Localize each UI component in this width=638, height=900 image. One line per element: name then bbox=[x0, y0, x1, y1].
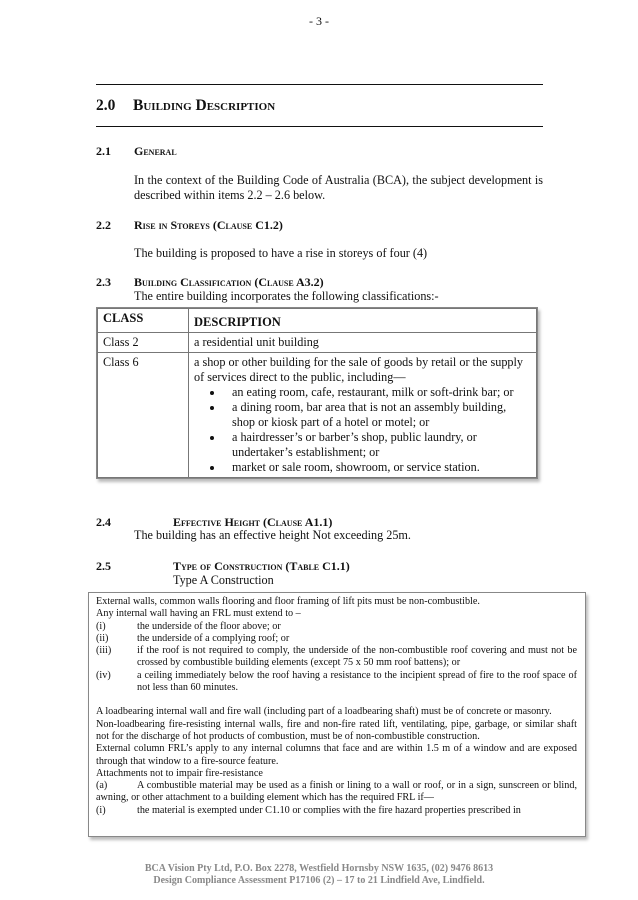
list-label: (ii) bbox=[96, 632, 109, 644]
description-header: DESCRIPTION bbox=[189, 309, 537, 333]
class-header: CLASS bbox=[98, 309, 189, 333]
s24-number: 2.4 bbox=[96, 515, 111, 529]
list-text: the underside of a complying roof; or bbox=[137, 632, 290, 644]
heading-rule-bottom bbox=[96, 126, 543, 127]
section-heading-title: Building Description bbox=[133, 97, 276, 114]
list-item: • a dining room, bar area that is not an assembly building, shop or kiosk part of a hotel or motel; or bbox=[224, 400, 531, 430]
s21-text: In the context of the Building Code of Australia (BCA), the subject development is described within items 2.2 – 2.6 below. bbox=[134, 173, 543, 202]
box-paragraph: Non-loadbearing fire-resisting internal walls, fire and non-fire rated lift, ventilating, pipe, garbage, or similar shaft not for the discharge of hot products of combustion, must be of non-combustible construction. bbox=[96, 718, 577, 742]
heading-rule-top bbox=[96, 84, 543, 85]
table-header-row bbox=[98, 309, 537, 333]
s21-number: 2.1 bbox=[96, 144, 111, 158]
class-cell: Class 6 bbox=[98, 353, 189, 478]
clause-text: A combustible material may be used as a finish or lining to a wall or roof, or in a sign, sunscreen or blind, awning, or other attachment to a building element which has the required FRL if— bbox=[96, 780, 577, 804]
s23-title: Building Classification (Clause A3.2) bbox=[134, 275, 324, 289]
footer-line-1: BCA Vision Pty Ltd, P.O. Box 2278, Westfield Hornsby NSW 1635, (02) 9476 8613 bbox=[144, 863, 494, 874]
footer-line-2: Design Compliance Assessment P17106 (2) – 17 to 21 Lindfield Ave, Lindfield. bbox=[153, 875, 485, 886]
box-paragraph: A loadbearing internal wall and fire wall (including part of a loadbearing shaft) must be of concrete or masonry. bbox=[96, 706, 552, 718]
list-label: (iv) bbox=[96, 669, 111, 681]
construction-requirements-box bbox=[88, 592, 586, 837]
list-item bbox=[96, 633, 577, 645]
list-text: the material is exempted under C1.10 or complies with the fire hazard properties prescribed in bbox=[137, 804, 521, 816]
box-paragraph: Any internal wall having an FRL must extend to – bbox=[96, 608, 301, 620]
s22-number: 2.2 bbox=[96, 218, 111, 232]
list-item: • market or sale room, showroom, or service station. bbox=[224, 460, 531, 475]
list-text: a ceiling immediately below the roof having a resistance to the incipient spread of fire to the roof space of not less than 60 minutes. bbox=[137, 669, 577, 694]
s24-text: The building has an effective height Not exceeding 25m. bbox=[134, 528, 411, 542]
list-text: the underside of the floor above; or bbox=[137, 620, 281, 632]
description-intro: a shop or other building for the sale of goods by retail or the supply of services direct to the public, including— bbox=[194, 355, 523, 384]
list-item: • a hairdresser’s or barber’s shop, public laundry, or undertaker’s establishment; or bbox=[224, 430, 531, 460]
box-clause-a bbox=[96, 780, 577, 805]
s24-title: Effective Height (Clause A1.1) bbox=[173, 515, 333, 529]
box-paragraph: External walls, common walls flooring and floor framing of lift pits must be non-combustible. bbox=[96, 596, 480, 607]
list-item bbox=[96, 805, 577, 817]
classification-table bbox=[96, 307, 538, 479]
section-heading bbox=[96, 97, 276, 115]
list-label: (iii) bbox=[96, 645, 112, 657]
page-number: - 3 - bbox=[309, 14, 329, 28]
section-heading-number: 2.0 bbox=[96, 97, 116, 114]
box-paragraph: External column FRL’s apply to any internal columns that face and are within 1.5 m of a window and are exposed through that window to a fire-source feature. bbox=[96, 743, 577, 767]
s23-number: 2.3 bbox=[96, 275, 111, 289]
list-label: (i) bbox=[96, 804, 106, 816]
page-footer bbox=[0, 863, 638, 887]
s23-text: The entire building incorporates the following classifications:- bbox=[134, 289, 439, 303]
list-item bbox=[96, 670, 577, 695]
list-item bbox=[96, 645, 577, 670]
list-text: if the roof is not required to comply, the underside of the non-combustible roof covering and must not be crossed by combustible building elements (except 75 x 50 mm roof battens); or bbox=[137, 645, 577, 669]
table-row bbox=[98, 353, 537, 478]
s25-text: Type A Construction bbox=[173, 573, 274, 587]
list-label: (i) bbox=[96, 620, 106, 632]
s25-title: Type of Construction (Table C1.1) bbox=[173, 559, 350, 573]
s22-text: The building is proposed to have a rise in storeys of four (4) bbox=[134, 246, 428, 260]
s25-number: 2.5 bbox=[96, 559, 111, 573]
box-paragraph: Attachments not to impair fire-resistance bbox=[96, 767, 263, 779]
use-list bbox=[194, 385, 531, 475]
table-row bbox=[98, 333, 537, 353]
description-cell: a residential unit building bbox=[189, 333, 537, 353]
clause-label: (a) bbox=[96, 780, 108, 792]
list-item bbox=[96, 621, 577, 633]
spacer bbox=[96, 694, 577, 706]
s22-title: Rise in Storeys (Clause C1.2) bbox=[134, 218, 283, 232]
s21-title: General bbox=[134, 144, 177, 158]
description-cell bbox=[189, 353, 537, 478]
class-cell: Class 2 bbox=[98, 333, 189, 353]
list-item: • an eating room, cafe, restaurant, milk or soft-drink bar; or bbox=[224, 385, 531, 400]
